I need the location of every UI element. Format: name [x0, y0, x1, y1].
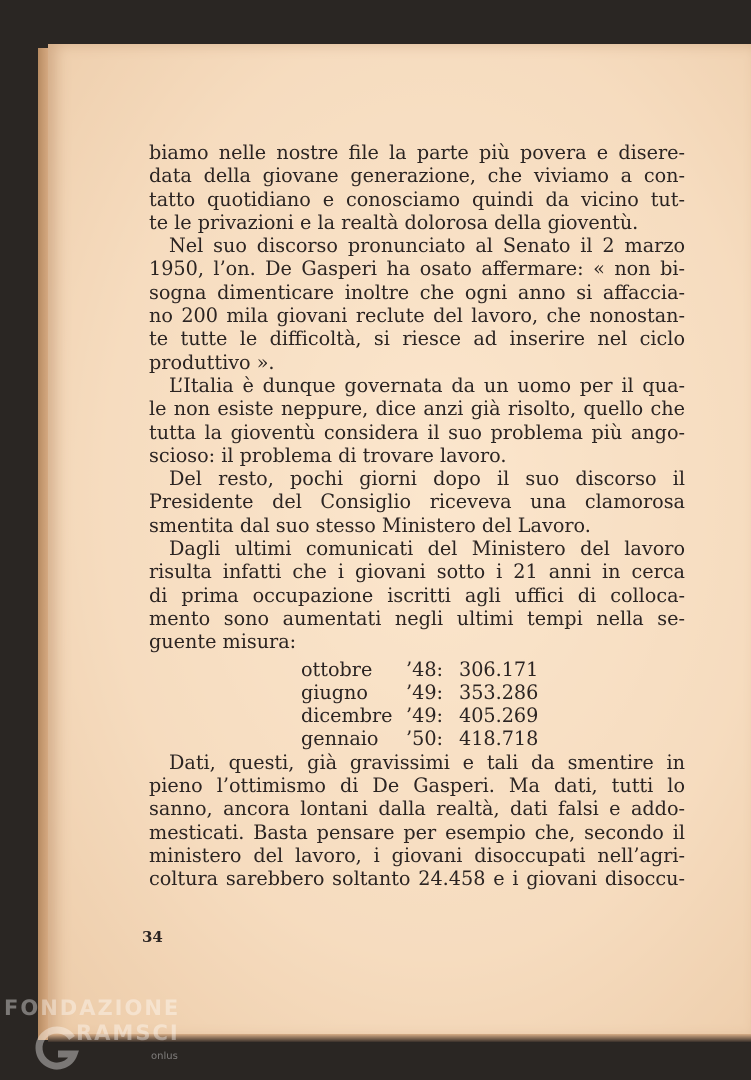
table-row [301, 658, 538, 681]
text-line: le non esiste neppure, dice anzi già risolto, quello che [149, 397, 685, 421]
text-line: smentita dal suo stesso Ministero del Lavoro. [149, 513, 591, 537]
text-line: mesticati. Basta pensare per esempio che, secondo il [149, 820, 685, 844]
paragraph-2 [149, 234, 685, 374]
watermark-suffix: onlus [151, 1051, 178, 1062]
stat-month: gennaio [301, 727, 379, 751]
table-row [301, 704, 538, 727]
paragraph-6 [149, 751, 685, 891]
stat-year: ’49: [406, 704, 443, 728]
text-line: Presidente del Consiglio riceveva una clamorosa [149, 490, 685, 514]
stat-year: ’49: [406, 680, 443, 704]
text-line: produttivo ». [149, 350, 275, 374]
table-row [301, 727, 538, 750]
text-line: sogna dimenticare inoltre che ogni anno si affaccia- [149, 280, 685, 304]
stat-year: ’50: [406, 727, 443, 751]
text-line: L’Italia è dunque governata da un uomo per il qua- [169, 373, 685, 397]
watermark-line2: RAMSCI [76, 1021, 180, 1045]
stat-month: dicembre [301, 704, 393, 728]
text-line: guente misura: [149, 630, 297, 654]
text-line: pieno l’ottimismo di De Gasperi. Ma dati, tutti lo [149, 774, 685, 798]
stat-month: ottobre [301, 657, 373, 681]
body-text [149, 141, 685, 891]
text-line: Dagli ultimi comunicati del Ministero del lavoro [169, 537, 685, 561]
text-line: scioso: il problema di trovare lavoro. [149, 443, 507, 467]
paragraph-5 [149, 537, 685, 653]
text-line: Dati, questi, già gravissimi e tali da smentire in [169, 750, 685, 774]
text-line: data della giovane generazione, che viviamo a con- [149, 164, 685, 188]
paragraph-3 [149, 374, 685, 467]
stat-value: 418.718 [459, 727, 539, 751]
text-line: ministero del lavoro, i giovani disoccupati nell’agri- [149, 843, 685, 867]
stat-value: 306.171 [459, 657, 539, 681]
text-line: biamo nelle nostre file la parte più povera e disere- [149, 141, 685, 164]
text-line: di prima occupazione iscritti agli uffici di colloca- [149, 583, 685, 607]
text-line: Nel suo discorso pronunciato al Senato il 2 marzo [169, 234, 685, 258]
text-line: Del resto, pochi giorni dopo il suo discorso il [169, 467, 685, 491]
text-line: tutta la gioventù considera il suo problema più ango- [149, 420, 685, 444]
watermark-line1: FONDAZIONE [4, 996, 181, 1020]
text-line: tatto quotidiano e conosciamo quindi da vicino tut- [149, 187, 685, 211]
text-line: te le privazioni e la realtà dolorosa della gioventù. [149, 210, 639, 234]
paragraph-1 [149, 141, 685, 234]
text-line: 1950, l’on. De Gasperi ha osato affermare: « non bi- [149, 257, 685, 281]
stat-value: 405.269 [459, 704, 539, 728]
watermark-logo [4, 996, 194, 1076]
text-line: te tutte le difficoltà, si riesce ad inserire nel ciclo [149, 327, 685, 351]
text-line: risulta infatti che i giovani sotto i 21 anni in cerca [149, 560, 685, 584]
stat-year: ’48: [406, 657, 443, 681]
stat-value: 353.286 [459, 680, 539, 704]
stat-month: giugno [301, 680, 368, 704]
page-number: 34 [142, 928, 163, 946]
table-row [301, 681, 538, 704]
text-line: mento sono aumentati negli ultimi tempi nella se- [149, 606, 685, 630]
text-line: no 200 mila giovani reclute del lavoro, che nonostan- [149, 304, 685, 328]
text-line: sanno, ancora lontani dalla realtà, dati falsi e addo- [149, 797, 685, 821]
watermark-g-icon [32, 1024, 80, 1072]
paragraph-4 [149, 467, 685, 537]
text-line: coltura sarebbero soltanto 24.458 e i giovani disoccu- [149, 867, 685, 891]
unemployment-stats-table [301, 658, 538, 751]
